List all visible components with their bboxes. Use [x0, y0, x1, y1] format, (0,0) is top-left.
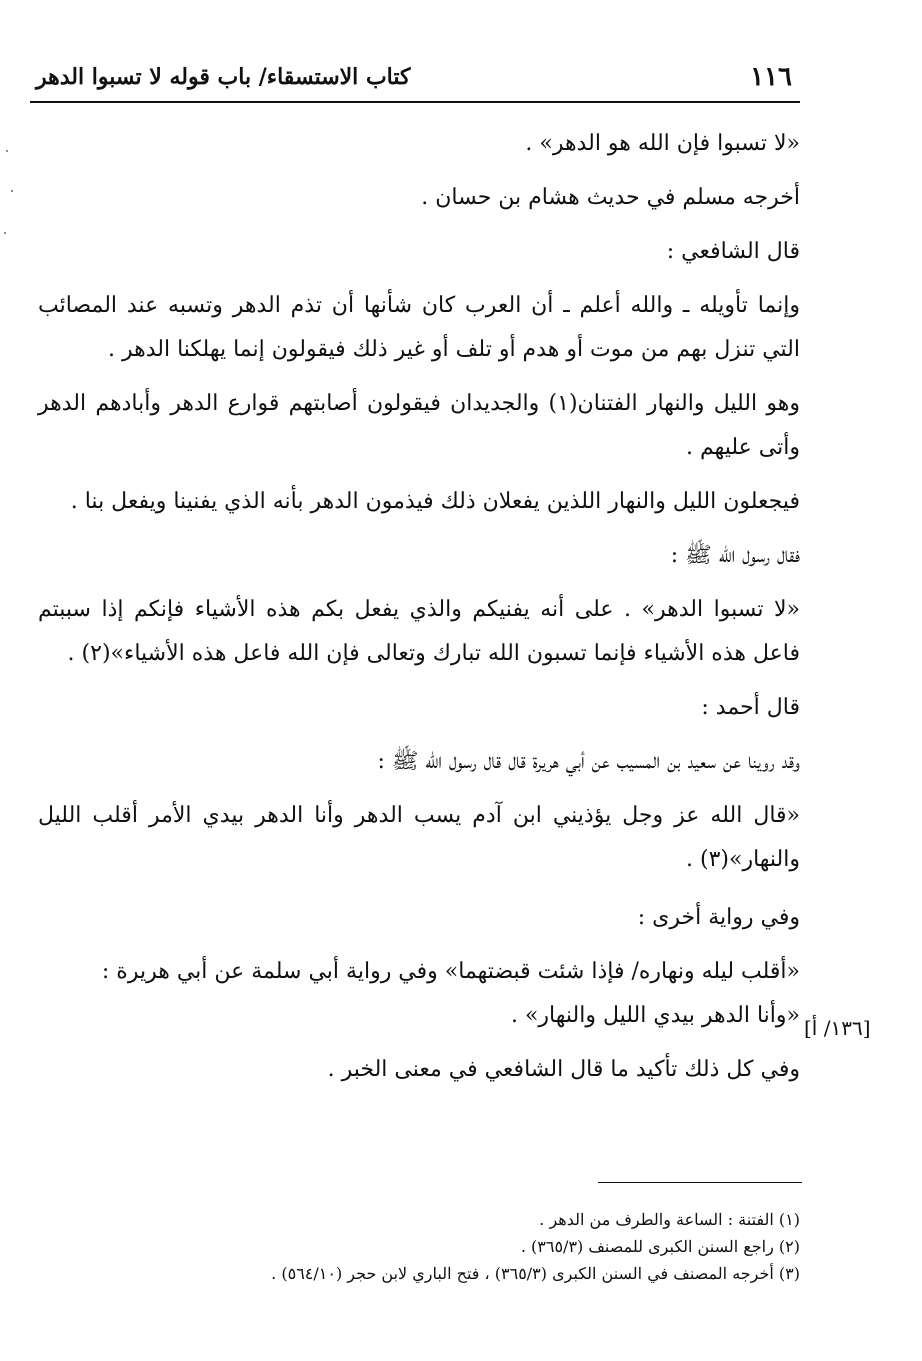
paragraph-5: وهو الليل والنهار الفتنان(١) والجديدان فيقولون أصابتهم قوارع الدهر وأبادهم الدهر وأتى عليهم . — [38, 391, 800, 460]
paragraph-14: «وأنا الدهر بيدي الليل والنهار» . — [510, 1003, 800, 1028]
main-text — [38, 122, 800, 1092]
paragraph-8: «لا تسبوا الدهر» . على أنه يفنيكم والذي يفعل بكم هذه الأشياء فإنكم إذا سببتم فاعل هذه الأشياء فإنما تسبون الله تبارك وتعالى فإن الله فاعل هذه الأشياء»(٢) . — [38, 597, 800, 666]
paragraph-11: «قال الله عز وجل يؤذيني ابن آدم يسب الدهر وأنا الدهر بيدي الأمر أقلب الليل والنهار»(٣) . — [38, 803, 800, 872]
paragraph-7: فقال رسول الله ﷺ : — [670, 543, 800, 568]
paragraph-4: وإنما تأويله ـ والله أعلم ـ أن العرب كان شأنها أن تذم الدهر وتسبه عند المصائب التي تنزل بهم من موت أو هدم أو تلف أو غير ذلك فيقولون إنما يهلكنا الدهر . — [38, 293, 800, 362]
footnote-1: (١) الفتنة : الساعة والطرف من الدهر . — [539, 1210, 800, 1229]
footnote-3: (٣) أخرجه المصنف في السنن الكبرى (٣٦٥/٣) ، فتح الباري لابن حجر (٥٦٤/١٠) . — [271, 1264, 800, 1283]
footnote-2: (٢) راجع السنن الكبرى للمصنف (٣٦٥/٣) . — [520, 1237, 800, 1256]
paragraph-6: فيجعلون الليل والنهار اللذين يفعلان ذلك فيذمون الدهر بأنه الذي يفنينا ويفعل بنا . — [70, 489, 800, 514]
running-header — [30, 58, 800, 98]
running-title: كتاب الاستسقاء/ باب قوله لا تسبوا الدهر — [36, 64, 411, 90]
scan-specks — [0, 0, 30, 300]
paragraph-12: وفي رواية أخرى : — [637, 905, 800, 930]
footnotes — [38, 1206, 800, 1287]
paragraph-1: «لا تسبوا فإن الله هو الدهر» . — [525, 131, 800, 156]
page-number: ١١٦ — [750, 62, 792, 92]
paragraph-15: وفي كل ذلك تأكيد ما قال الشافعي في معنى الخبر . — [327, 1057, 800, 1082]
marginal-note: [١٣٦/ أ] — [804, 1016, 871, 1040]
paragraph-3: قال الشافعي : — [666, 239, 800, 264]
paragraph-2: أخرجه مسلم في حديث هشام بن حسان . — [421, 185, 800, 210]
footnote-rule — [598, 1182, 802, 1183]
paragraph-10: وقد روينا عن سعيد بن المسيب عن أبي هريرة قال قال رسول الله ﷺ : — [377, 749, 800, 774]
paragraph-13: «أقلب ليله ونهاره/ فإذا شئت قبضتهما» وفي رواية أبي سلمة عن أبي هريرة : — [101, 959, 800, 984]
paragraph-9: قال أحمد : — [701, 695, 800, 720]
header-rule — [30, 101, 800, 103]
